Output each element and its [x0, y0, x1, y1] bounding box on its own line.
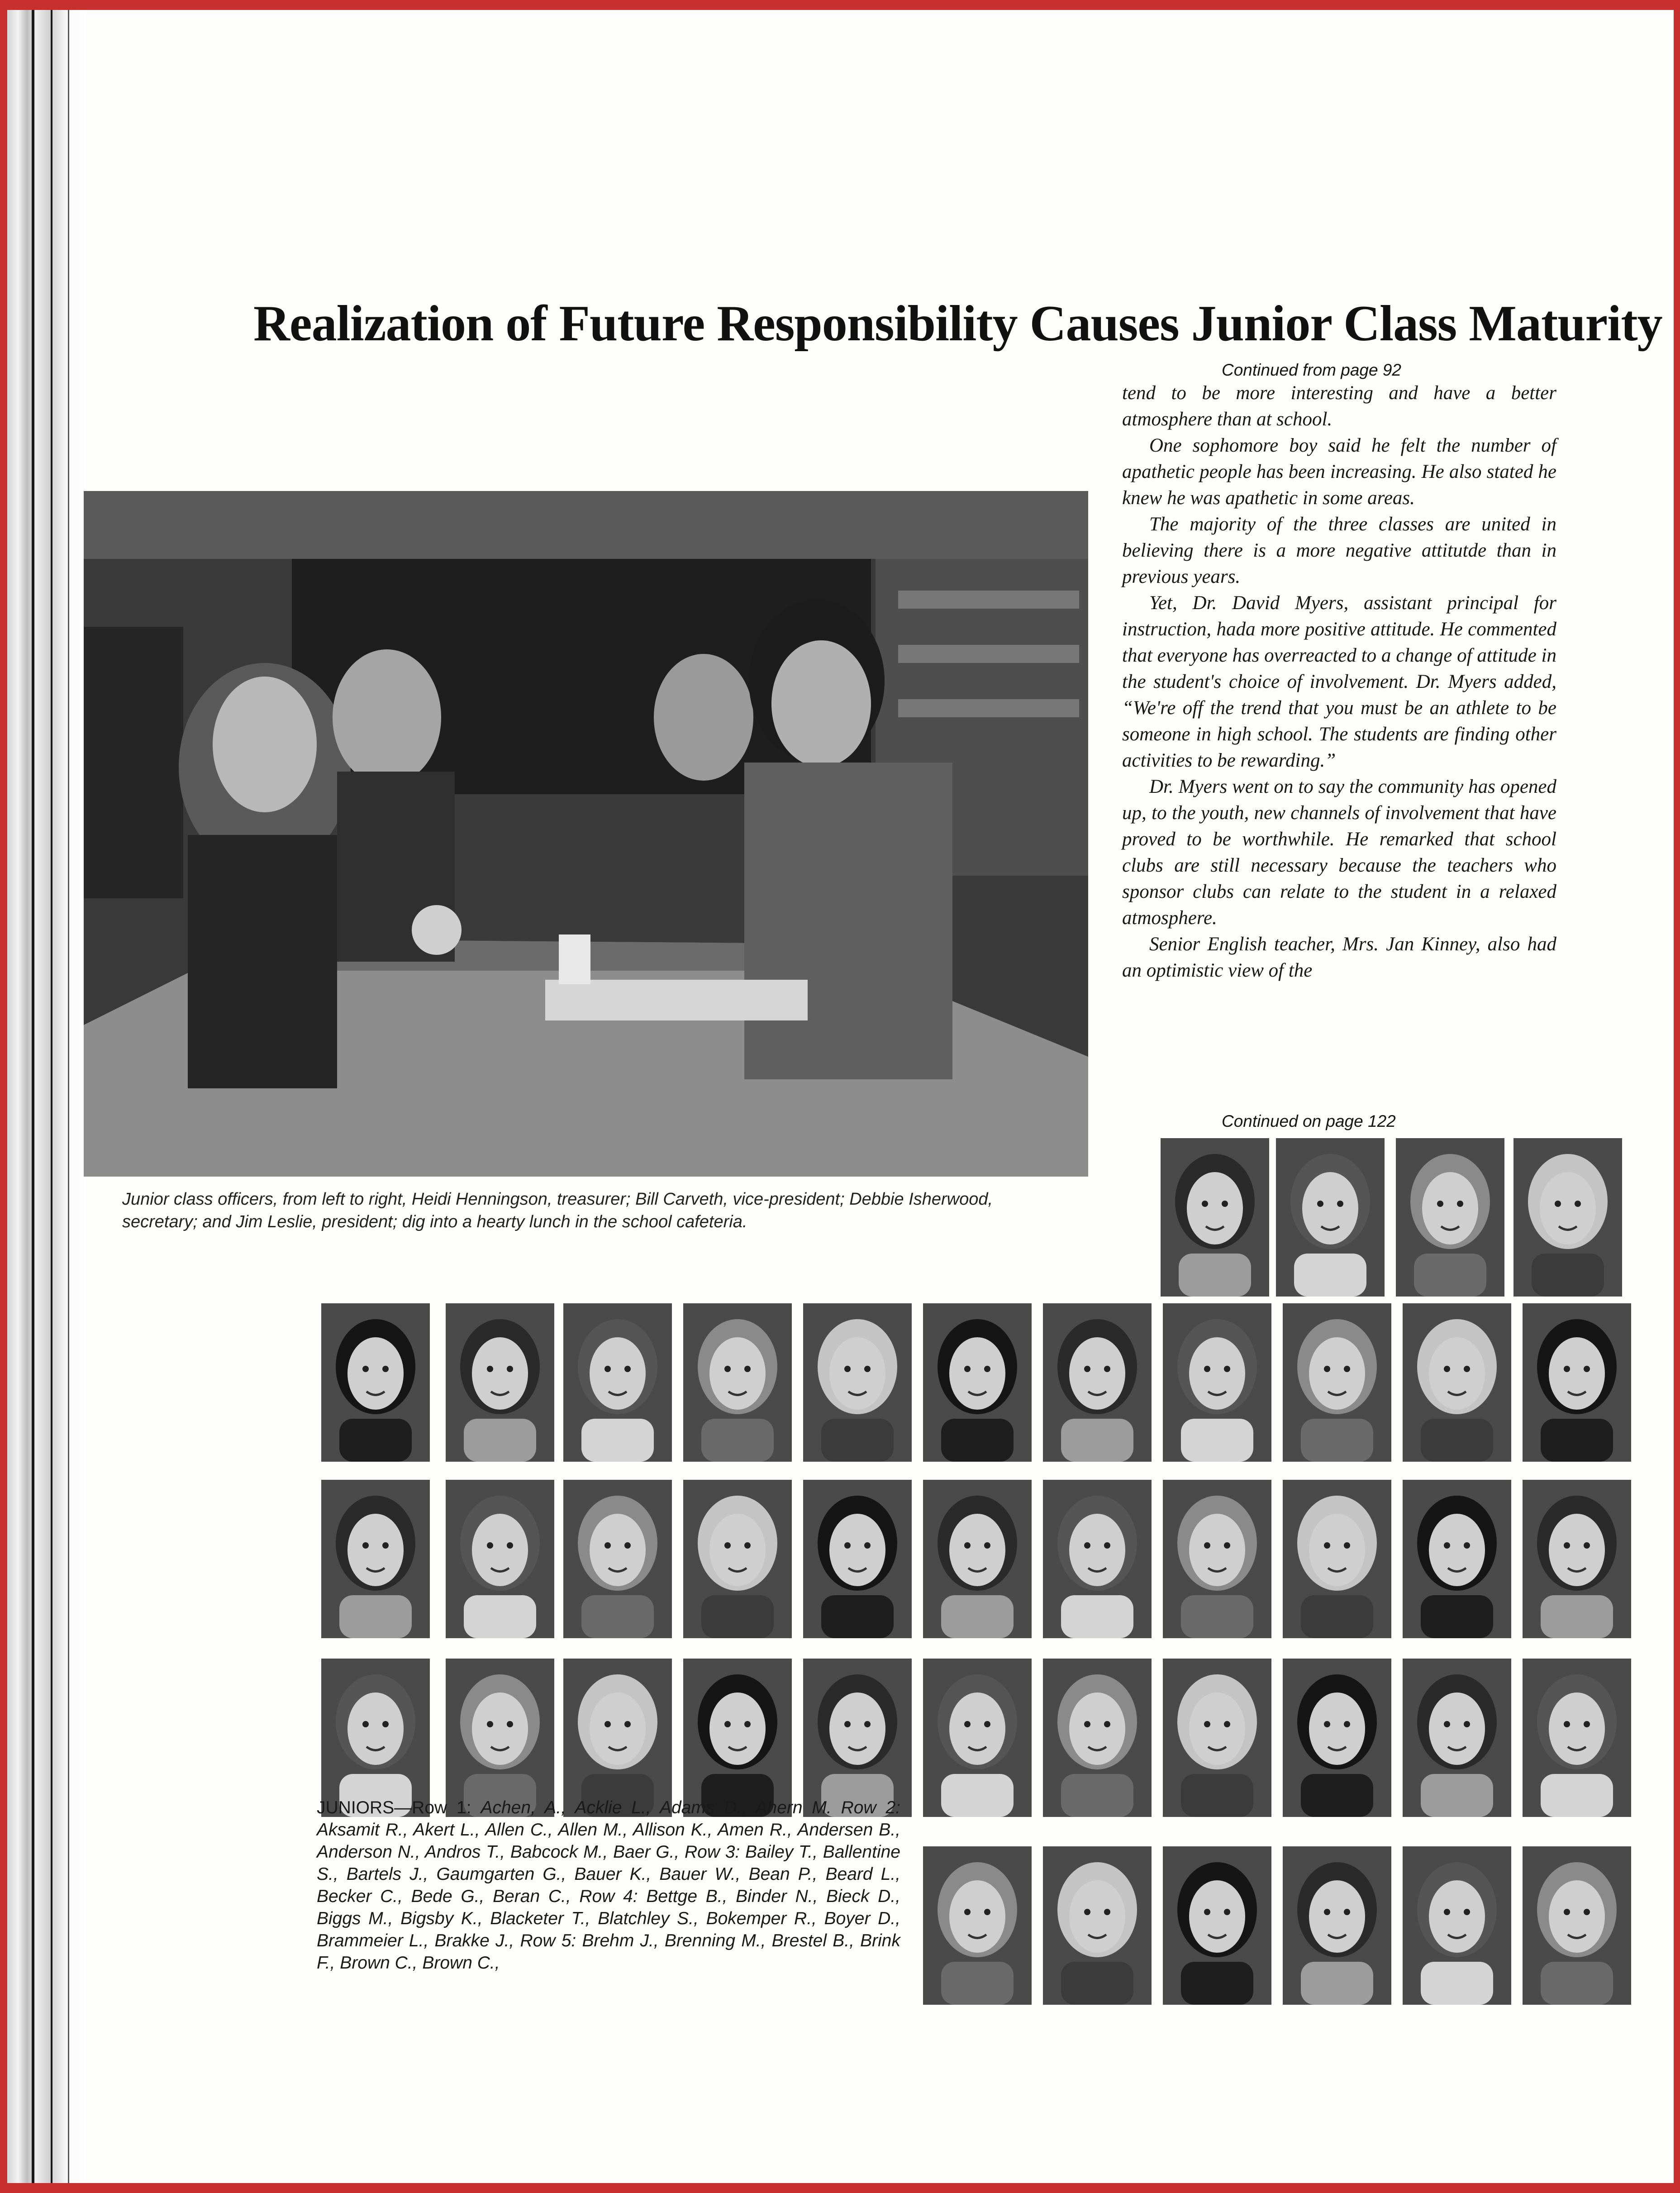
article-paragraph: One sophomore boy said he felt the number of apathetic people has been increasing. He also stated he knew he was apathetic in some areas.	[1122, 435, 1556, 509]
page-title: Realization of Future Responsibility Causes Junior Class Maturity	[253, 296, 1662, 352]
spine-line	[32, 0, 34, 2193]
article-paragraph: Dr. Myers went on to say the community has opened up, to the youth, new channels of involvement that have proved to be worthwhile. He remarked that school clubs are still necessary because the teachers who sponsor clubs can relate to the student in a relaxed atmosphere.	[1122, 776, 1556, 929]
student-portrait	[1523, 1846, 1631, 2005]
student-portrait	[1403, 1303, 1511, 1462]
student-portrait	[923, 1846, 1032, 2005]
student-portrait	[803, 1303, 912, 1462]
student-portrait	[563, 1303, 672, 1462]
student-portrait	[1043, 1846, 1152, 2005]
student-portrait	[803, 1659, 912, 1817]
article-paragraph: tend to be more interesting and have a better atmosphere than at school.	[1122, 382, 1556, 430]
article-paragraph: Yet, Dr. David Myers, assistant principal for instruction, hada more positive attitude. He commented that everyone has overreacted to a change of attitude in the student's choice of involvement. Dr. Myers added, “We're off the trend that you must be an athlete to be someone in high school. The students are finding other activities to be rewarding.”	[1122, 592, 1556, 771]
juniors-name-list	[317, 1797, 900, 1974]
student-portrait	[1043, 1480, 1152, 1638]
continued-from-note: Continued from page 92	[1222, 361, 1401, 379]
student-portrait	[1396, 1138, 1504, 1297]
juniors-name-list-names: Achen, A., Acklie L., Adams D., Ahern M. Row 2: Aksamit R., Akert L., Allen C., Allen M., Allison K., Amen R., Andersen B., Anderson N., Andros T., Babcock M., Baer G., Row 3: Bailey T., Ballentine S., Bartels J., Gaumgarten G., Bauer K., Bauer W., Bean P., Beard L., Becker C., Bede G., Beran C., Row 4: Bettge B., Binder N., Bieck D., Biggs M., Bigsby K., Blacketer T., Blatchley S., Bokemper R., Boyer D., Brammeier L., Brakke J., Row 5: Brehm J., Brenning M., Brestel B., Brink F., Brown C., Brown C.,	[317, 1798, 900, 1973]
juniors-name-list-lead: JUNIORS—Row 1:	[317, 1798, 481, 1817]
student-portrait	[683, 1303, 792, 1462]
student-portrait	[446, 1659, 554, 1817]
student-portrait	[1283, 1659, 1391, 1817]
student-portrait	[1276, 1138, 1385, 1297]
student-portrait	[683, 1480, 792, 1638]
student-portrait	[321, 1303, 430, 1462]
student-portrait	[1161, 1138, 1269, 1297]
student-portrait	[446, 1480, 554, 1638]
student-portrait	[1283, 1303, 1391, 1462]
student-portrait	[1513, 1138, 1622, 1297]
student-portrait	[1523, 1303, 1631, 1462]
continued-on-note: Continued on page 122	[1222, 1112, 1396, 1130]
student-portrait	[446, 1303, 554, 1462]
student-portrait	[1043, 1303, 1152, 1462]
spine-line	[51, 0, 52, 2193]
article-body	[1122, 380, 1556, 984]
student-portrait	[1283, 1480, 1391, 1638]
student-portrait	[1163, 1846, 1271, 2005]
book-edge-left	[0, 0, 7, 2193]
student-portrait	[1403, 1846, 1511, 2005]
student-portrait	[1283, 1846, 1391, 2005]
student-portrait	[1163, 1659, 1271, 1817]
student-portrait	[1043, 1659, 1152, 1817]
student-portrait	[1403, 1659, 1511, 1817]
student-portrait	[923, 1659, 1032, 1817]
student-portrait	[923, 1303, 1032, 1462]
book-edge-top	[0, 0, 1680, 10]
photo-caption: Junior class officers, from left to right, Heidi Henningson, treasurer; Bill Carveth, vice-president; Debbie Isherwood, secretary; and Jim Leslie, president; dig into a hearty lunch in the school cafeteria.	[122, 1190, 993, 1231]
book-edge-right	[1674, 0, 1680, 2193]
book-spine	[0, 0, 86, 2193]
student-portrait	[563, 1659, 672, 1817]
cafeteria-photo	[84, 491, 1088, 1177]
student-portrait	[683, 1659, 792, 1817]
student-portrait	[1523, 1480, 1631, 1638]
student-portrait	[1403, 1480, 1511, 1638]
student-portrait	[923, 1480, 1032, 1638]
student-portrait	[1163, 1480, 1271, 1638]
student-portrait	[1163, 1303, 1271, 1462]
article-paragraph: The majority of the three classes are united in believing there is a more negative attitutde than in previous years.	[1122, 514, 1556, 587]
student-portrait	[803, 1480, 912, 1638]
student-portrait	[563, 1480, 672, 1638]
student-portrait	[321, 1480, 430, 1638]
student-portrait	[1523, 1659, 1631, 1817]
book-edge-bottom	[0, 2183, 1680, 2193]
article-paragraph: Senior English teacher, Mrs. Jan Kinney, also had an optimistic view of the	[1122, 934, 1556, 981]
spine-line	[68, 0, 69, 2193]
student-portrait	[321, 1659, 430, 1817]
